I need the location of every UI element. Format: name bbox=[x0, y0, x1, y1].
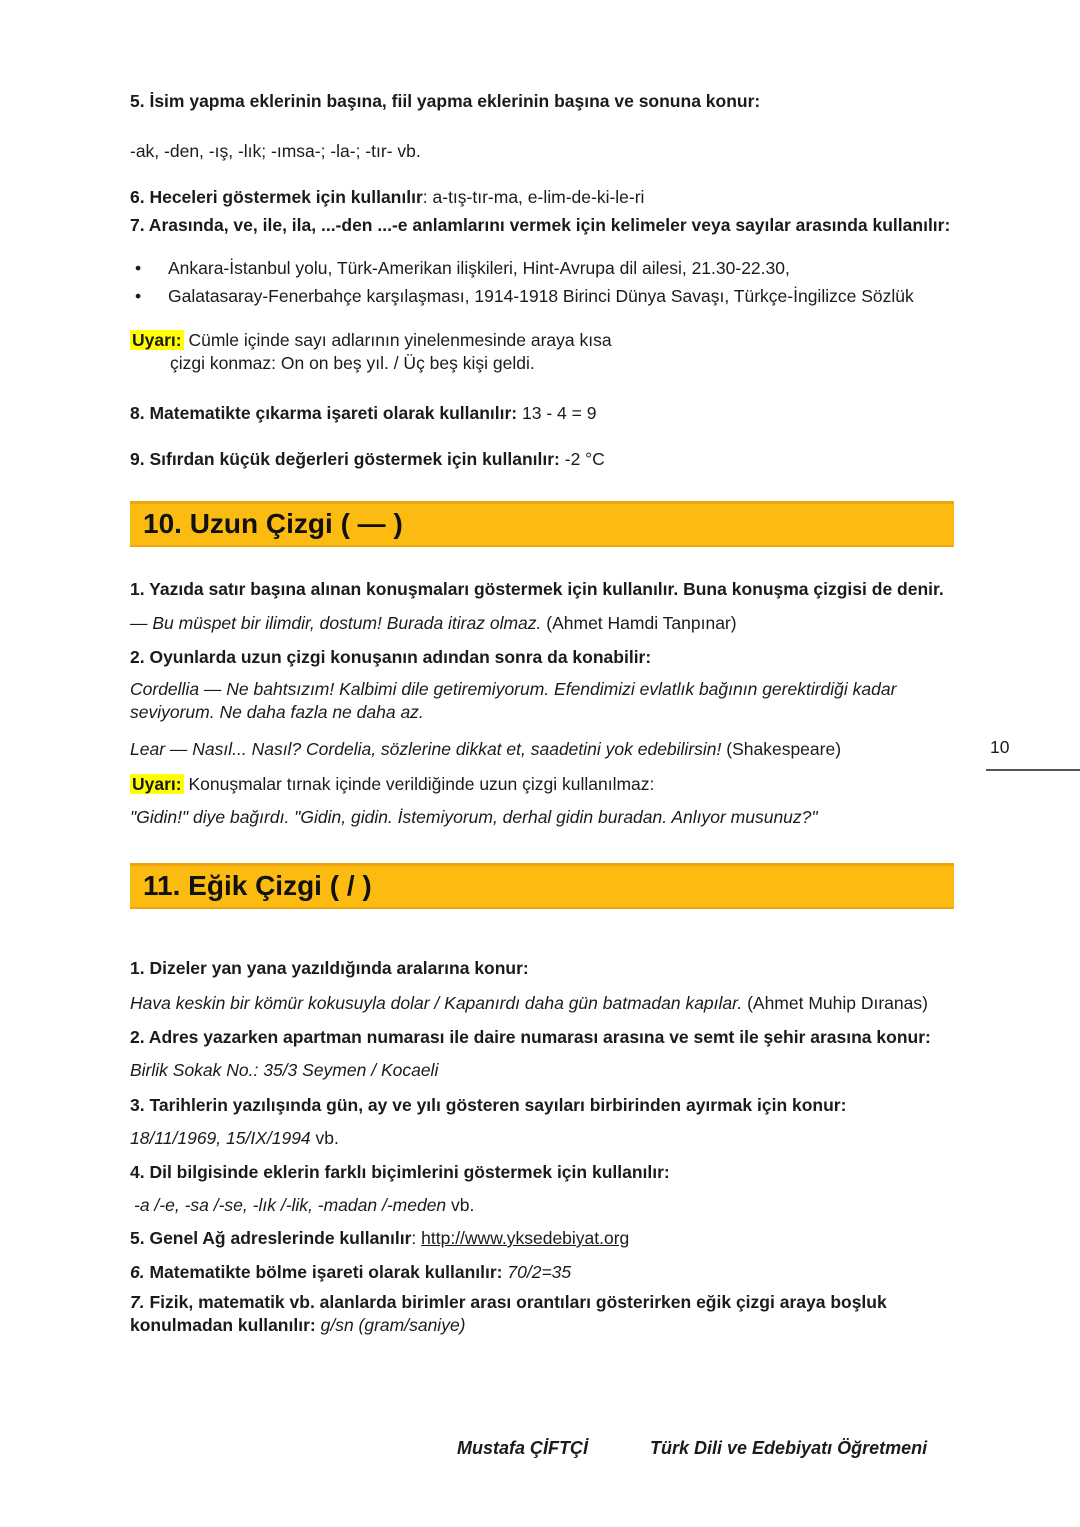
warning-short-dash bbox=[130, 329, 954, 375]
footer-role: Türk Dili ve Edebiyatı Öğretmeni bbox=[650, 1438, 928, 1458]
list-item-text: Ankara-İstanbul yolu, Türk-Amerikan ilişkileri, Hint-Avrupa dil ailesi, 21.30-22.30, bbox=[168, 258, 790, 278]
s11-example-3-dates: 18/11/1969, 15/IX/1994 bbox=[130, 1128, 311, 1148]
warning-text-line2: çizgi konmaz: On on beş yıl. / Üç beş kişi geldi. bbox=[170, 353, 535, 373]
s11-example-4-suffix: vb. bbox=[446, 1195, 475, 1215]
section-heading-egik-cizgi: 11. Eğik Çizgi ( / ) bbox=[130, 863, 954, 909]
page-number: 10 bbox=[990, 737, 1010, 757]
list-item bbox=[130, 285, 954, 308]
s11-example-3 bbox=[130, 1127, 954, 1150]
warning-text-line1: Cümle içinde sayı adlarının yinelenmesinde araya kısa bbox=[183, 330, 612, 350]
s10-example-1-source: (Ahmet Hamdi Tanpınar) bbox=[541, 613, 737, 633]
rule-6-label: 6. Heceleri göstermek için kullanılır bbox=[130, 187, 423, 207]
s10-rule-2: 2. Oyunlarda uzun çizgi konuşanın adından sonra da konabilir: bbox=[130, 647, 652, 667]
rule-9-label: 9. Sıfırdan küçük değerleri göstermek için kullanılır: bbox=[130, 449, 560, 469]
warning-long-dash bbox=[130, 773, 954, 796]
page-number-divider bbox=[986, 769, 1080, 771]
rule-9-example: -2 °C bbox=[559, 449, 605, 469]
s11-rule-2: 2. Adres yazarken apartman numarası ile daire numarası arasına ve semt ile şehir arasına konur: bbox=[130, 1027, 931, 1047]
rule-6 bbox=[130, 186, 954, 209]
s11-rule-7 bbox=[130, 1291, 954, 1337]
section-heading-uzun-cizgi: 10. Uzun Çizgi ( — ) bbox=[130, 501, 954, 547]
s11-rule-7-number: 7. bbox=[130, 1292, 145, 1312]
rule-8-label: 8. Matematikte çıkarma işareti olarak kullanılır: bbox=[130, 403, 518, 423]
dash-examples-list bbox=[130, 257, 954, 308]
page-footer bbox=[457, 1438, 927, 1459]
warning-text: Konuşmalar tırnak içinde verildiğinde uzun çizgi kullanılmaz: bbox=[183, 774, 655, 794]
warning-label: Uyarı: bbox=[132, 774, 182, 794]
s11-rule-6-number: 6. bbox=[130, 1262, 145, 1282]
s11-example-1-source: (Ahmet Muhip Dıranas) bbox=[742, 993, 928, 1013]
s11-example-1-quote: Hava keskin bir kömür kokusuyla dolar / Kapanırdı daha gün batmadan kapılar. bbox=[130, 993, 743, 1013]
list-item-text: Galatasaray-Fenerbahçe karşılaşması, 1914-1918 Birinci Dünya Savaşı, Türkçe-İngilizce Sözlük bbox=[168, 286, 914, 306]
suffix-examples: -ak, -den, -ış, -lık; -ımsa-; -la-; -tır- vb. bbox=[130, 141, 421, 161]
s11-example-4-suffixes: -a /-e, -sa /-se, -lık /-lik, -madan /-meden bbox=[134, 1195, 447, 1215]
rule-9 bbox=[130, 448, 954, 471]
warning-label: Uyarı: bbox=[132, 330, 182, 350]
rule-8 bbox=[130, 402, 954, 425]
rule-5: 5. İsim yapma eklerinin başına, fiil yapma eklerinin başına ve sonuna konur: bbox=[130, 91, 761, 111]
s10-example-3-quote: Lear — Nasıl... Nasıl? Cordelia, sözlerine dikkat et, saadetini yok edebilirsin! bbox=[130, 739, 722, 759]
s10-rule-1: 1. Yazıda satır başına alınan konuşmaları göstermek için kullanılır. Buna konuşma çizgisi de denir. bbox=[130, 579, 944, 599]
s10-example-3-source: (Shakespeare) bbox=[721, 739, 842, 759]
s10-example-3 bbox=[130, 738, 954, 761]
footer-author: Mustafa ÇİFTÇİ bbox=[457, 1438, 589, 1458]
bullet-icon: • bbox=[135, 258, 142, 278]
s11-rule-3: 3. Tarihlerin yazılışında gün, ay ve yılı gösteren sayıları birbirinden ayırmak için konur: bbox=[130, 1095, 847, 1115]
rule-8-example: 13 - 4 = 9 bbox=[517, 403, 597, 423]
s11-rule-6-example: 70/2=35 bbox=[507, 1262, 572, 1282]
list-item bbox=[130, 257, 954, 280]
s10-example-1 bbox=[130, 612, 954, 635]
s11-rule-4: 4. Dil bilgisinde eklerin farklı biçimlerini göstermek için kullanılır: bbox=[130, 1162, 670, 1182]
s11-rule-6-label: Matematikte bölme işareti olarak kullanılır: bbox=[144, 1262, 508, 1282]
s10-example-1-quote: — Bu müspet bir ilimdir, dostum! Burada itiraz olmaz. bbox=[130, 613, 542, 633]
s11-example-4 bbox=[130, 1194, 954, 1217]
s11-rule-5-label: 5. Genel Ağ adreslerinde kullanılır bbox=[130, 1228, 412, 1248]
s11-rule-7-example: g/sn (gram/saniye) bbox=[320, 1315, 466, 1335]
s10-example-4: "Gidin!" diye bağırdı. "Gidin, gidin. İstemiyorum, derhal gidin buradan. Anlıyor musunuz?" bbox=[130, 807, 818, 827]
s10-example-2: Cordellia — Ne bahtsızım! Kalbimi dile getiremiyorum. Efendimizi evlatlık bağının gerektirdiği kadar seviyorum. Ne daha fazla ne daha az. bbox=[130, 679, 897, 722]
rule-7: 7. Arasında, ve, ile, ila, ...-den ...-e anlamlarını vermek için kelimeler veya sayılar arasında kullanılır: bbox=[130, 215, 951, 235]
s11-rule-6 bbox=[130, 1261, 954, 1284]
s11-example-1 bbox=[130, 992, 954, 1015]
s11-rule-1: 1. Dizeler yan yana yazıldığında aralarına konur: bbox=[130, 958, 529, 978]
s11-rule-5 bbox=[130, 1227, 954, 1250]
s11-example-2: Birlik Sokak No.: 35/3 Seymen / Kocaeli bbox=[130, 1060, 439, 1080]
rule-6-example: : a-tış-tır-ma, e-lim-de-ki-le-ri bbox=[422, 187, 645, 207]
s11-example-3-suffix: vb. bbox=[310, 1128, 339, 1148]
s11-rule-5-colon: : bbox=[411, 1228, 422, 1248]
bullet-icon: • bbox=[135, 286, 142, 306]
web-address-link[interactable]: http://www.yksedebiyat.org bbox=[421, 1228, 630, 1248]
s11-rule-7-label: Fizik, matematik vb. alanlarda birimler arası orantıları gösterirken eğik çizgi araya boşluk konulmadan kullanılır: bbox=[130, 1292, 887, 1335]
